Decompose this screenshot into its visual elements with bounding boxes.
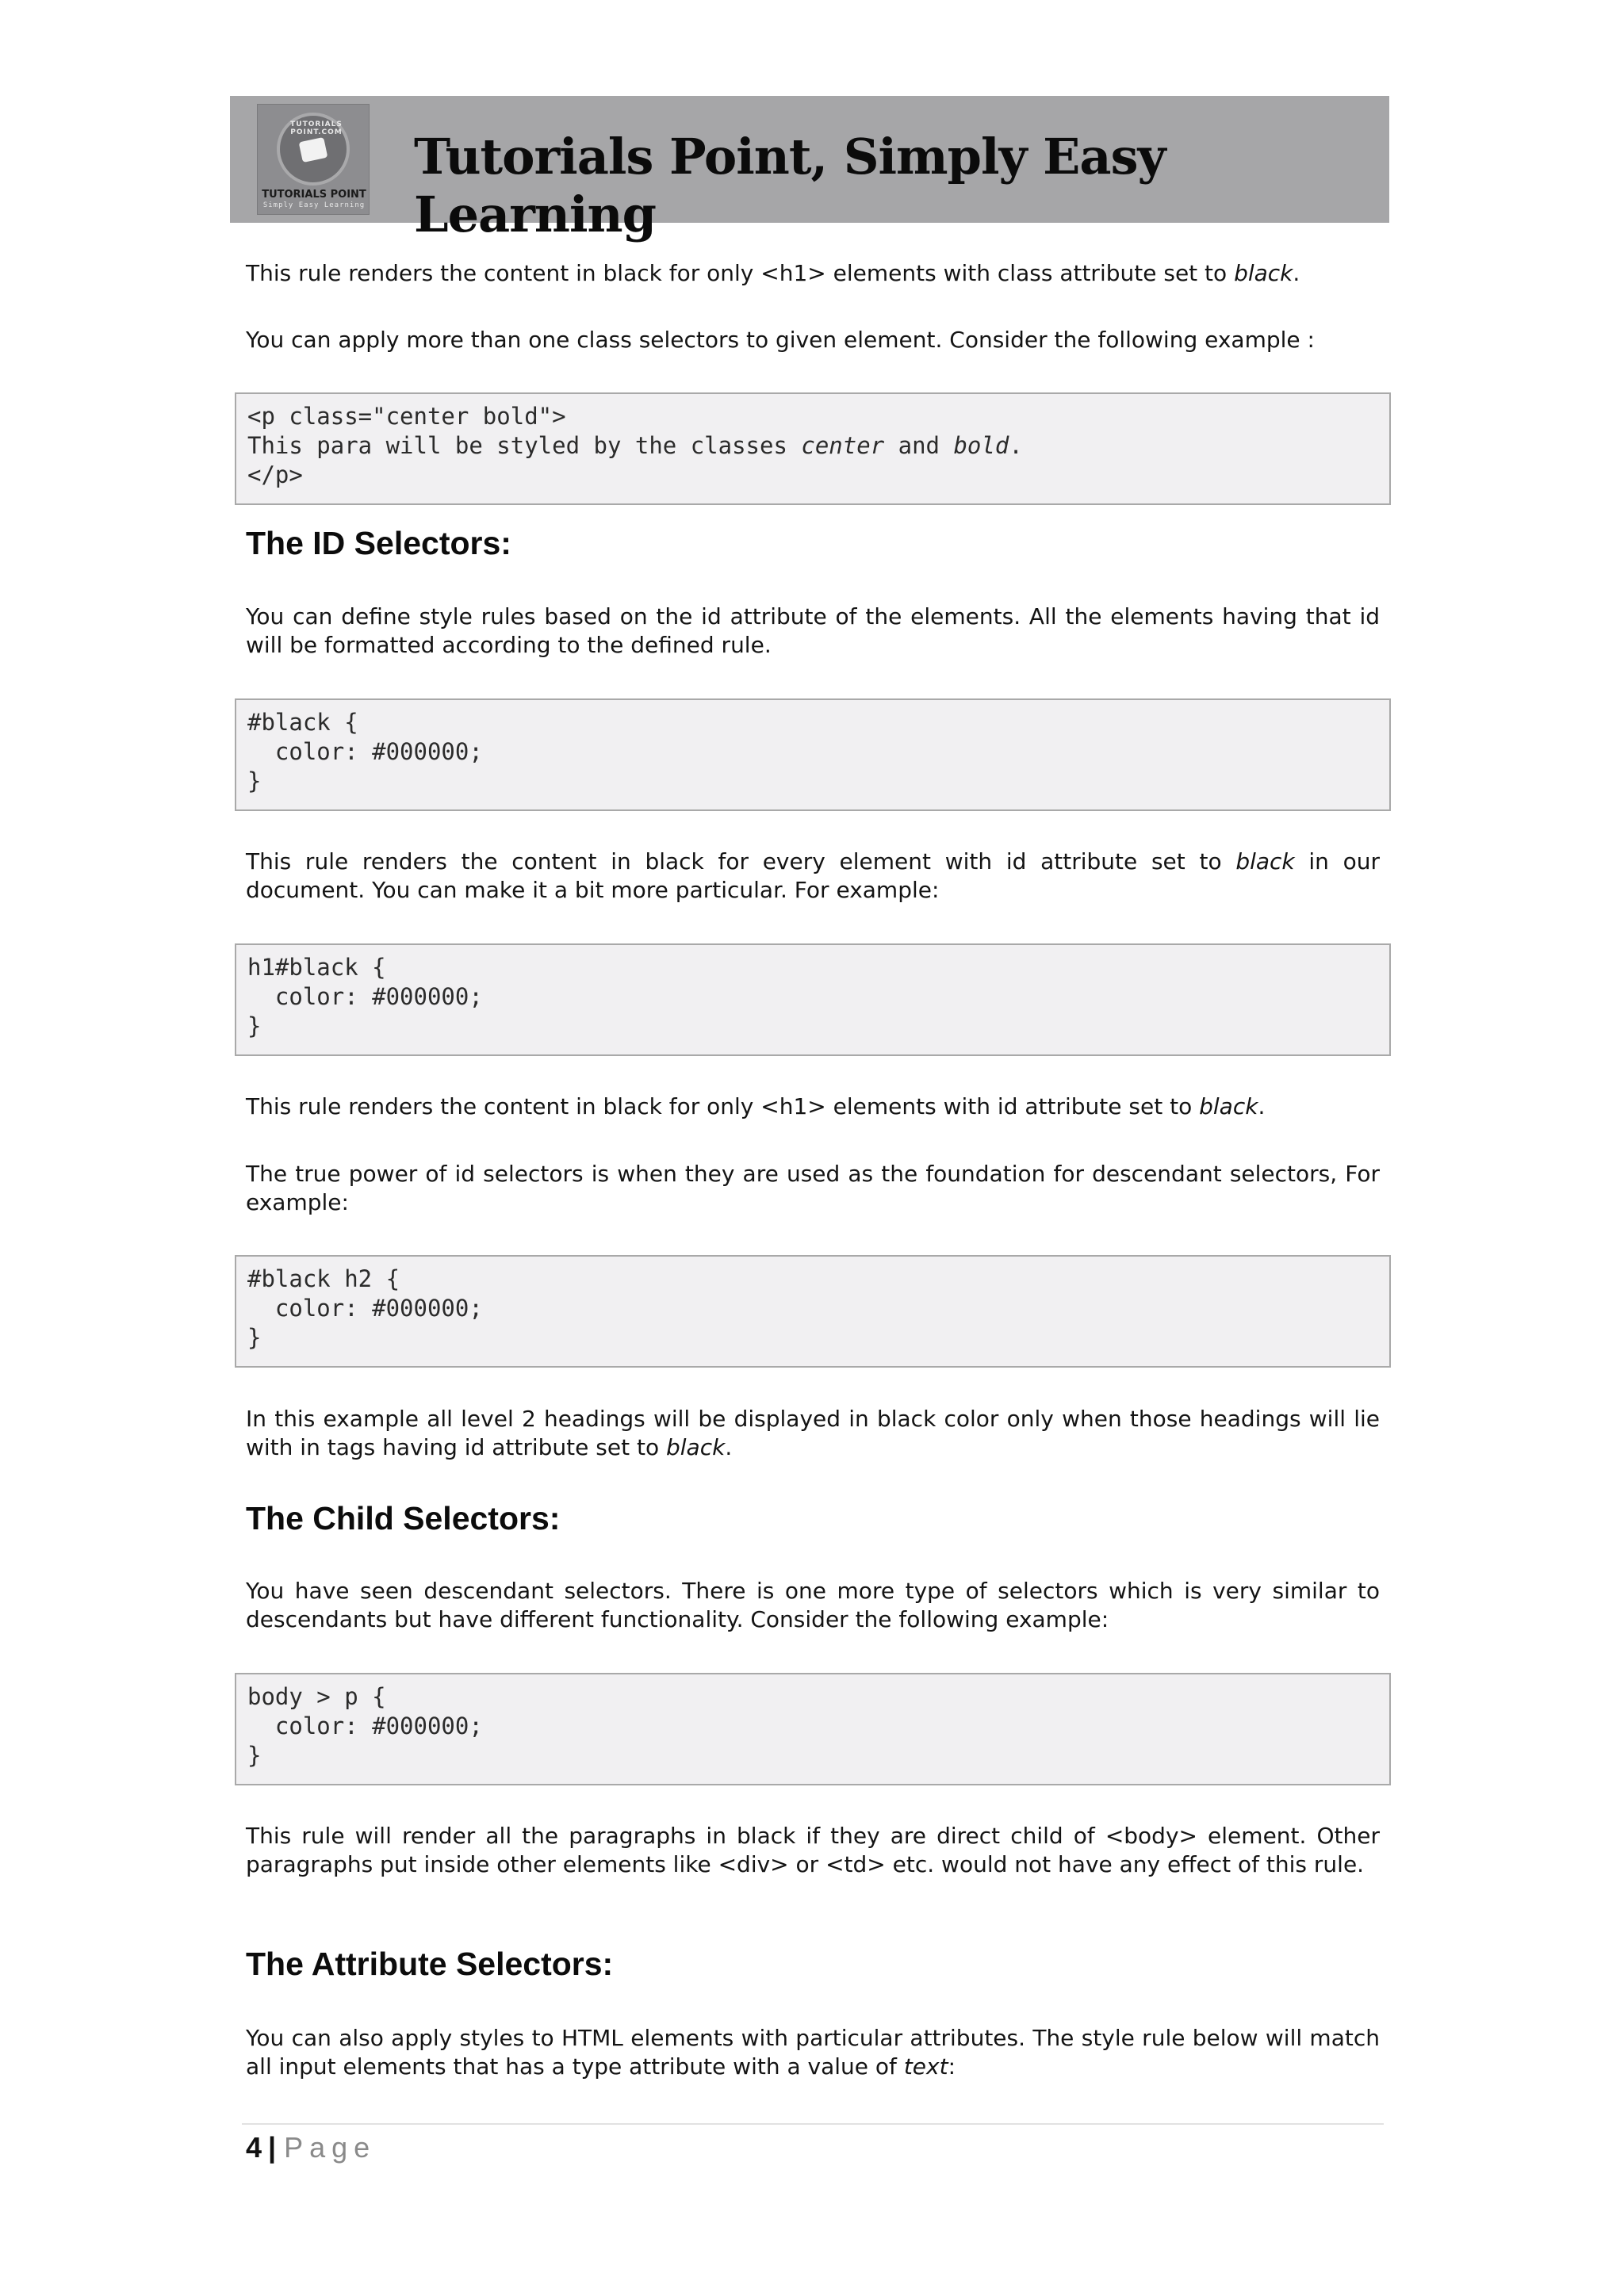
heading-child-selectors: The Child Selectors: (246, 1500, 561, 1536)
book-icon (299, 137, 328, 163)
page-footer (246, 2131, 376, 2164)
code-block-h1-id: h1#black { color: #000000; } (235, 943, 1391, 1056)
code-block-id: #black { color: #000000; } (235, 698, 1391, 811)
page-label: Page (284, 2131, 377, 2164)
paragraph-h1-id-rule: This rule renders the content in black for only <h1> elements with id attribute set to black. (246, 1093, 1266, 1119)
footer-separator: | (268, 2131, 277, 2164)
page-header (230, 96, 1389, 243)
tutorials-point-logo (257, 104, 370, 215)
heading-attribute-selectors: The Attribute Selectors: (246, 1946, 614, 1982)
paragraph-class-h1: This rule renders the content in black for only <h1> elements with class attribute set to black. (246, 260, 1300, 286)
logo-ring (277, 113, 350, 186)
paragraph-id-rule: This rule renders the content in black for every element with id attribute set to black in our document. You can make it a bit more particular. For example: (246, 848, 1380, 903)
paragraph-child-intro: You have seen descendant selectors. There is one more type of selectors which is very similar to descendants but have different functionality. Consider the following example: (246, 1578, 1380, 1632)
header-title: Tutorials Point, Simply Easy Learning (414, 128, 1166, 243)
paragraph-level2-headings: In this example all level 2 headings will be displayed in black color only when those headings will lie with in tags having id attribute set to black. (246, 1406, 1380, 1460)
page-number: 4 (246, 2131, 262, 2164)
code-block-child: body > p { color: #000000; } (235, 1673, 1391, 1785)
code-block-descendant: #black h2 { color: #000000; } (235, 1255, 1391, 1368)
paragraph-attribute-intro: You can also apply styles to HTML elements with particular attributes. The style rule below will match all input elements that has a type attribute with a value of text: (246, 2025, 1380, 2080)
paragraph-child-rule: This rule will render all the paragraphs in black if they are direct child of <body> element. Other paragraphs put inside other elements like <div> or <td> etc. would not have any effect of this rule. (246, 1823, 1380, 1877)
code-block-class: <p class="center bold"> This para will be styled by the classes center and bold. </p> (235, 392, 1391, 505)
heading-id-selectors: The ID Selectors: (246, 525, 511, 561)
paragraph-multiple-classes: You can apply more than one class selectors to given element. Consider the following example : (246, 327, 1315, 353)
logo-ring-text: TUTORIALS POINT.COM (290, 121, 343, 136)
paragraph-id-intro: You can define style rules based on the id attribute of the elements. All the elements having that id will be formatted according to the defined rule. (246, 603, 1380, 658)
paragraph-descendant-power: The true power of id selectors is when they are used as the foundation for descendant selectors, For example: (246, 1161, 1380, 1215)
logo-name: TUTORIALS POINT (262, 189, 366, 201)
logo-tagline: Simply Easy Learning (262, 201, 366, 209)
footer-divider (242, 2123, 1384, 2125)
